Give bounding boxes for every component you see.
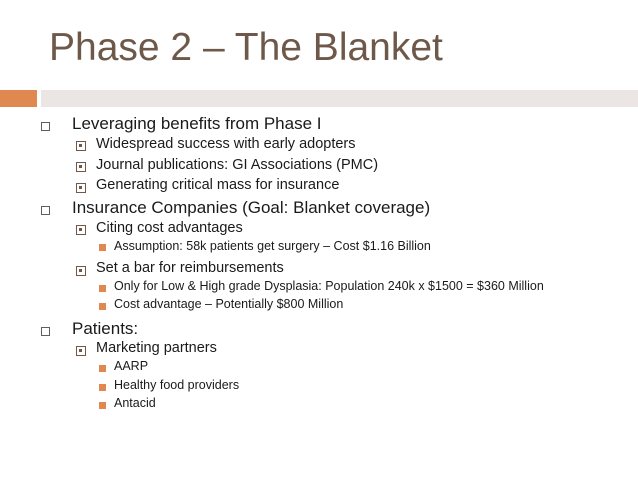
bullet-item-2: Widespread success with early adopters (96, 136, 356, 152)
bullet-item-7: Assumption: 58k patients get surgery – Cost $1.16 Billion (114, 239, 431, 253)
square-bullet-icon (99, 402, 106, 409)
square-bullet-icon (76, 225, 86, 235)
bullet-item-13: AARP (114, 359, 149, 373)
bullet-item-10: Cost advantage – Potentially $800 Million (114, 297, 344, 311)
bullet-item-6: Citing cost advantages (96, 220, 243, 236)
slide-title: Phase 2 – The Blanket (49, 26, 443, 69)
bullet-item-11: Patients: (72, 319, 139, 338)
bullet-item-12: Marketing partners (96, 340, 217, 356)
bullet-item-3: Journal publications: GI Associations (PMC) (96, 157, 379, 173)
square-bullet-icon (76, 162, 86, 172)
bullet-item-15: Antacid (114, 396, 156, 410)
square-bullet-icon (99, 244, 106, 251)
square-bullet-icon (41, 206, 50, 215)
square-bullet-icon (99, 303, 106, 310)
square-bullet-icon (41, 327, 50, 336)
square-bullet-icon (99, 285, 106, 292)
bullet-item-9: Only for Low & High grade Dysplasia: Population 240k x $1500 = $360 Million (114, 279, 544, 293)
square-bullet-icon (99, 384, 106, 391)
bullet-item-5: Insurance Companies (Goal: Blanket coverage) (72, 198, 431, 217)
square-bullet-icon (41, 122, 50, 131)
accent-bar-light (41, 90, 638, 107)
square-bullet-icon (76, 266, 86, 276)
square-bullet-icon (76, 346, 86, 356)
square-bullet-icon (76, 141, 86, 151)
bullet-item-4: Generating critical mass for insurance (96, 177, 340, 193)
square-bullet-icon (99, 365, 106, 372)
square-bullet-icon (76, 183, 86, 193)
bullet-item-1: Leveraging benefits from Phase I (72, 114, 322, 133)
bullet-item-8: Set a bar for reimbursements (96, 260, 284, 276)
accent-bar-orange (0, 90, 37, 107)
bullet-item-14: Healthy food providers (114, 378, 240, 392)
